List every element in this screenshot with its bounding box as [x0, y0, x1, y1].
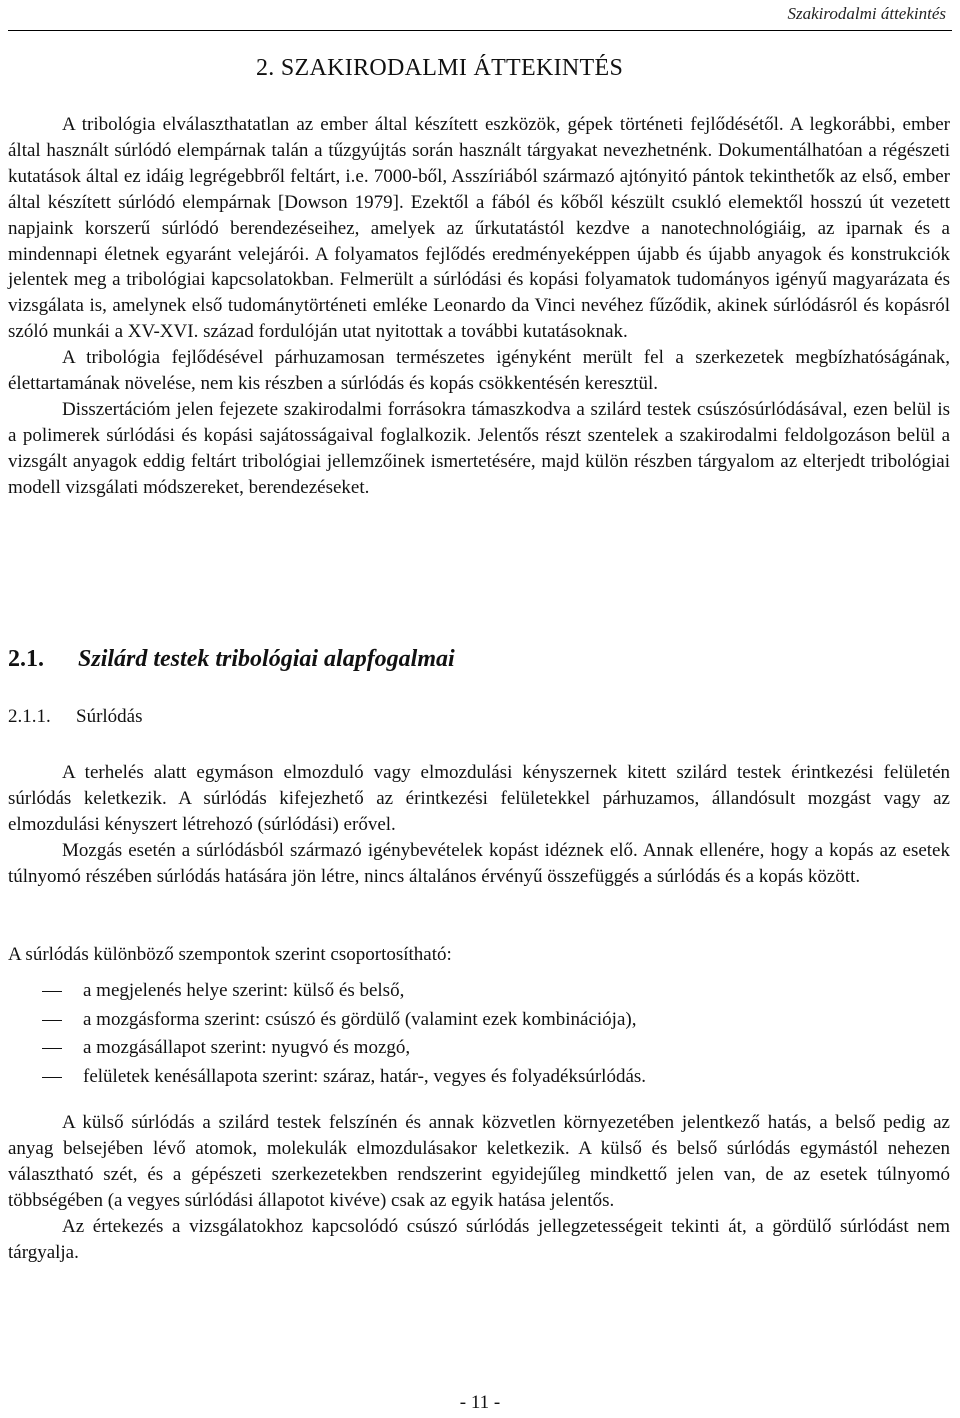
- paragraph: A tribológia elválaszthatatlan az ember által készített eszközök, gépek történeti fejlődésétől. A legkorábbi, ember által használt súrlódó elempárnak talán a tűzgyújtás során használt tárgyakat nevezhetnénk. Dokumentálhatóan a régészeti kutatások által ez idáig legrégebbről feltárt, i.e. 7000-ből, Asszíriából származó ajtónyitó pántok tekinthetők az első, ember által készített súrlódó elempárnak [Dowson 1979]. Ezektől a fából és kőből készült csukló elemektől hosszú út vezetett napjaink korszerű súrlódó berendezéseihez, amelyek az űrkutatástól kezdve a nanotechnológiáig, az iparnak és a mindennapi életnek egyaránt velejárói. A folyamatos fejlődés eredményeképpen újabb és újabb anyagok és konstrukciók jelentek meg a tribológiai kapcsolatokban. Felmerült a súrlódási és kopási folyamatok tudományos igényű magyarázata és vizsgálata is, amelynek első tudománytörténeti emléke Leonardo da Vinci nevéhez fűződik, akinek súrlódásról és kopásról szóló munkái a XV-XVI. század fordulóján utat nyitottak a további kutatásoknak.: [8, 114, 950, 343]
- running-header: Szakirodalmi áttekintés: [787, 4, 946, 23]
- paragraph: Mozgás esetén a súrlódásból származó igénybevételek kopást idéznek elő. Annak ellenére, hogy a kopás az esetek túlnyomó részében súrlódás hatására jön létre, nincs általános érvényű összefüggés a súrlódás és a kopás között.: [8, 839, 950, 887]
- section-heading: [8, 646, 455, 673]
- paragraph: Disszertációm jelen fejezete szakirodalmi forrásokra támaszkodva a szilárd testek csúszósúrlódásával, ezen belül is a polimerek súrlódási és kopási sajátosságaival foglalkozik. Jelentős részt szentelek a szakirodalmi feldolgozáson belül a vizsgált anyagok eddig feltárt tribológiai jellemzőinek ismertetésére, majd külön részben tárgyalom az elterjedt tribológiai modell vizsgálati módszereket, berendezéseket.: [8, 398, 950, 498]
- page-number: - 11 -: [459, 1392, 501, 1413]
- classification-lead: A súrlódás különböző szempontok szerint csoportosítható:: [8, 944, 452, 965]
- list-item: a mozgásállapot szerint: nyugvó és mozgó,: [8, 1034, 908, 1063]
- list-item: a megjelenés helye szerint: külső és belső,: [8, 977, 908, 1006]
- list-item: a mozgásforma szerint: csúszó és gördülő (valamint ezek kombinációja),: [8, 1006, 908, 1035]
- paragraph: A tribológia fejlődésével párhuzamosan természetes igényként merült fel a szerkezetek megbízhatóságának, élettartamának növelése, nem kis részben a súrlódás és kopás csökkentésén keresztül.: [8, 347, 950, 395]
- subsection-heading: [8, 706, 143, 728]
- dash-bullet: [42, 1020, 62, 1021]
- subsection-title: Súrlódás: [76, 706, 143, 727]
- header-rule: [8, 30, 952, 31]
- external-internal-friction-section: [8, 1110, 950, 1265]
- list-item: felületek kenésállapota szerint: száraz, határ-, vegyes és folyadéksúrlódás.: [8, 1063, 908, 1092]
- dash-bullet: [42, 991, 62, 992]
- paragraph: Az értekezés a vizsgálatokhoz kapcsolódó csúszó súrlódás jellegzetességeit tekinti át, a gördülő súrlódást nem tárgyalja.: [8, 1215, 950, 1263]
- section-title: Szilárd testek tribológiai alapfogalmai: [78, 646, 455, 672]
- paragraph: A terhelés alatt egymáson elmozduló vagy elmozdulási kényszernek kitett szilárd testek érintkezési felületén súrlódás keletkezik. A súrlódás kifejezhető az érintkezési felületekkel párhuzamos, állandósult mozgást vagy az elmozdulási kényszert létrehozó (súrlódási) erővel.: [8, 762, 950, 835]
- intro-section: [8, 112, 950, 501]
- section-number: 2.1.: [8, 646, 44, 672]
- subsection-number: 2.1.1.: [8, 706, 51, 727]
- dash-bullet: [42, 1077, 62, 1078]
- friction-definition-section: [8, 760, 950, 890]
- dash-bullet: [42, 1048, 62, 1049]
- classification-list: [8, 977, 908, 1091]
- paragraph: A külső súrlódás a szilárd testek felszínén és annak közvetlen környezetében jelentkező hatás, a belső pedig az anyag belsejében lévő atomok, molekulák elmozdulásakor keletkezik. A külső és belső súrlódás egymástól nehezen választható szét, és a gépészeti szerkezetekben rendszerint egyidejűleg mindkettő jelen van, de az esetek túlnyomó többségében (a vegyes súrlódási állapotot kivéve) csak az egyik hatása jelentős.: [8, 1112, 950, 1211]
- chapter-title: 2. SZAKIRODALMI ÁTTEKINTÉS: [256, 55, 624, 81]
